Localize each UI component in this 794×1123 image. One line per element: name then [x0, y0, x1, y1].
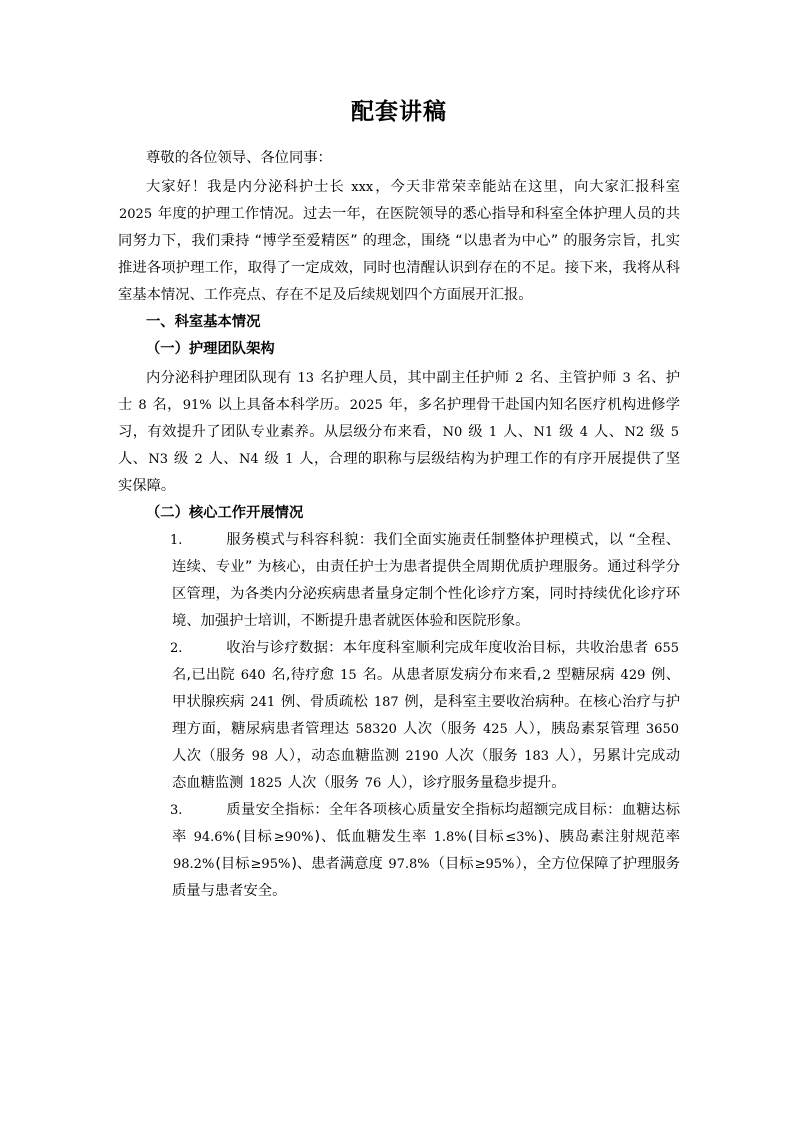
page-title: 配套讲稿	[351, 99, 447, 125]
list-item	[118, 527, 680, 635]
subsection-heading-core-work: （二）核心工作开展情况	[146, 505, 304, 521]
core-work-list	[118, 527, 680, 905]
list-item	[118, 797, 680, 905]
introduction-paragraph: 大家好！我是内分泌科护士长 xxx，今天非常荣幸能站在这里，向大家汇报科室 2025 年度的护理工作情况。过去一年，在医院领导的悉心指导和科室全体护理人员的共同努力下，我们秉持 “博学至爱精医” 的理念，围绕 “以患者为中心” 的服务宗旨，扎实推进各项护理工作，取得了一定成效，同时也清醒认识到存在的不足。接下来，我将从科室基本情况、工作亮点、存在不足及后续规划四个方面展开汇报。	[118, 179, 680, 303]
list-item-text: 服务模式与科容科貌：我们全面实施责任制整体护理模式，以 “全程、连续、专业” 为核心，由责任护士为患者提供全周期优质护理服务。通过科学分区管理，为各类内分泌疾病患者量身定制个性化诊疗方案，同时持续优化诊疗环境、加强护士培训，不断提升患者就医体验和医院形象。	[172, 532, 680, 629]
list-item-text: 质量安全指标：全年各项核心质量安全指标均超额完成目标：血糖达标率 94.6%(目标≥90%)、低血糖发生率 1.8%(目标≤3%)、胰岛素注射规范率 98.2%(目标≥95%)、患者满意度 97.8%（目标≥95%），全方位保障了护理服务质量与患者安全。	[172, 802, 681, 899]
subsection-heading-team-structure: （一）护理团队架构	[146, 341, 275, 357]
list-item-marker: 1.	[170, 533, 183, 548]
salutation-paragraph: 尊敬的各位领导、各位同事：	[146, 150, 332, 166]
list-item-marker: 2.	[170, 641, 183, 656]
list-item-marker: 3.	[170, 803, 183, 818]
section-heading-department-overview: 一、科室基本情况	[146, 314, 261, 330]
list-item-text: 收治与诊疗数据：本年度科室顺利完成年度收治目标，共收治患者 655 名,已出院 640 名,待疗愈 15 名。从患者原发病分布来看,2 型糖尿病 429 例、甲状腺疾病 241 例、骨质疏松 187 例，是科室主要收治病种。在核心治疗与护理方面，糖尿病患者管理达 58320 人次（服务 425 人），胰岛素泵管理 3650 人次（服务 98 人），动态血糖监测 2190 人次（服务 183 人），另累计完成动态血糖监测 1825 人次（服务 76 人），诊疗服务量稳步提升。	[172, 640, 681, 791]
team-structure-paragraph: 内分泌科护理团队现有 13 名护理人员，其中副主任护师 2 名、主管护师 3 名、护士 8 名，91% 以上具备本科学历。2025 年，多名护理骨干赴国内知名医疗机构进修学习，有效提升了团队专业素养。从层级分布来看，N0 级 1 人、N1 级 4 人、N2 级 5 人、N3 级 2 人、N4 级 1 人，合理的职称与层级结构为护理工作的有序开展提供了坚实保障。	[118, 370, 681, 494]
list-item	[118, 635, 680, 797]
document-body	[118, 0, 680, 905]
